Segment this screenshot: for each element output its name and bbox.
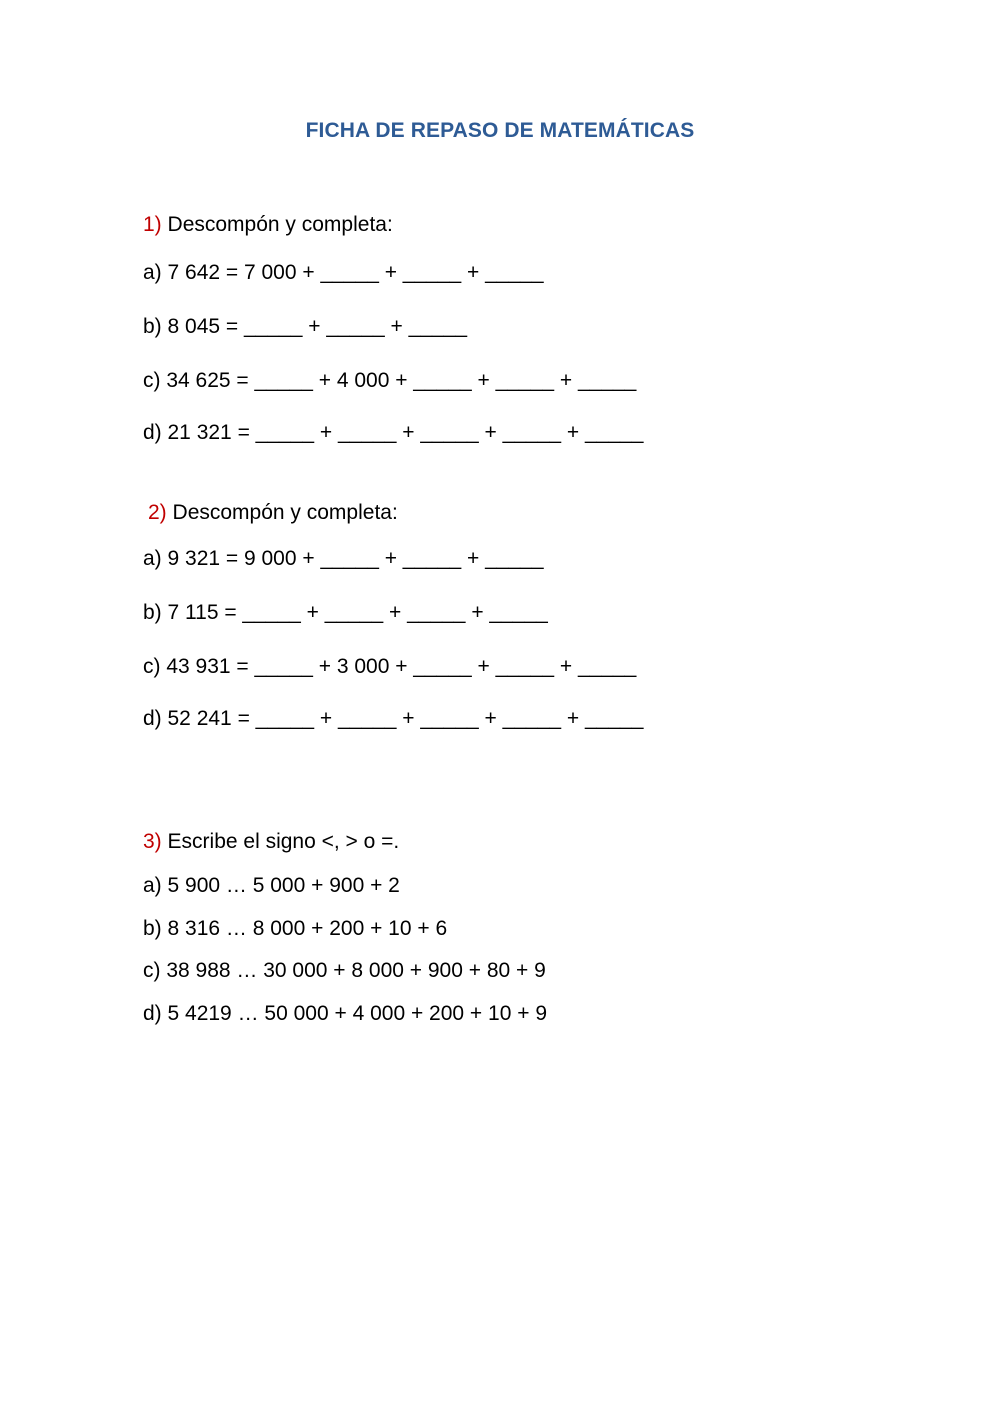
exercise-line: a) 9 321 = 9 000 + _____ + _____ + _____ bbox=[143, 547, 544, 570]
exercise-line: c) 43 931 = _____ + 3 000 + _____ + _____ + _____ bbox=[143, 655, 637, 678]
exercise-line: c) 38 988 … 30 000 + 8 000 + 900 + 80 + 9 bbox=[143, 959, 546, 982]
exercise-line: b) 7 115 = _____ + _____ + _____ + _____ bbox=[143, 601, 548, 624]
section-number: 1) bbox=[143, 213, 162, 236]
section-1-heading bbox=[143, 213, 393, 237]
exercise-line: d) 5 4219 … 50 000 + 4 000 + 200 + 10 + 9 bbox=[143, 1002, 547, 1025]
section-instruction: Descompón y completa: bbox=[172, 501, 398, 524]
section-instruction: Escribe el signo <, > o =. bbox=[167, 830, 400, 853]
exercise-line: b) 8 316 … 8 000 + 200 + 10 + 6 bbox=[143, 917, 448, 940]
exercise-line: a) 7 642 = 7 000 + _____ + _____ + _____ bbox=[143, 261, 544, 284]
section-2-heading bbox=[148, 501, 398, 525]
exercise-line: b) 8 045 = _____ + _____ + _____ bbox=[143, 315, 468, 338]
exercise-line: c) 34 625 = _____ + 4 000 + _____ + _____ + _____ bbox=[143, 369, 637, 392]
section-number: 2) bbox=[148, 501, 167, 524]
exercise-line: a) 5 900 … 5 000 + 900 + 2 bbox=[143, 874, 400, 897]
page-title: FICHA DE REPASO DE MATEMÁTICAS bbox=[305, 119, 695, 142]
section-number: 3) bbox=[143, 830, 162, 853]
exercise-line: d) 52 241 = _____ + _____ + _____ + _____ + _____ bbox=[143, 707, 644, 730]
section-instruction: Descompón y completa: bbox=[167, 213, 393, 236]
section-3-heading bbox=[143, 830, 399, 854]
exercise-line: d) 21 321 = _____ + _____ + _____ + _____ + _____ bbox=[143, 421, 644, 444]
